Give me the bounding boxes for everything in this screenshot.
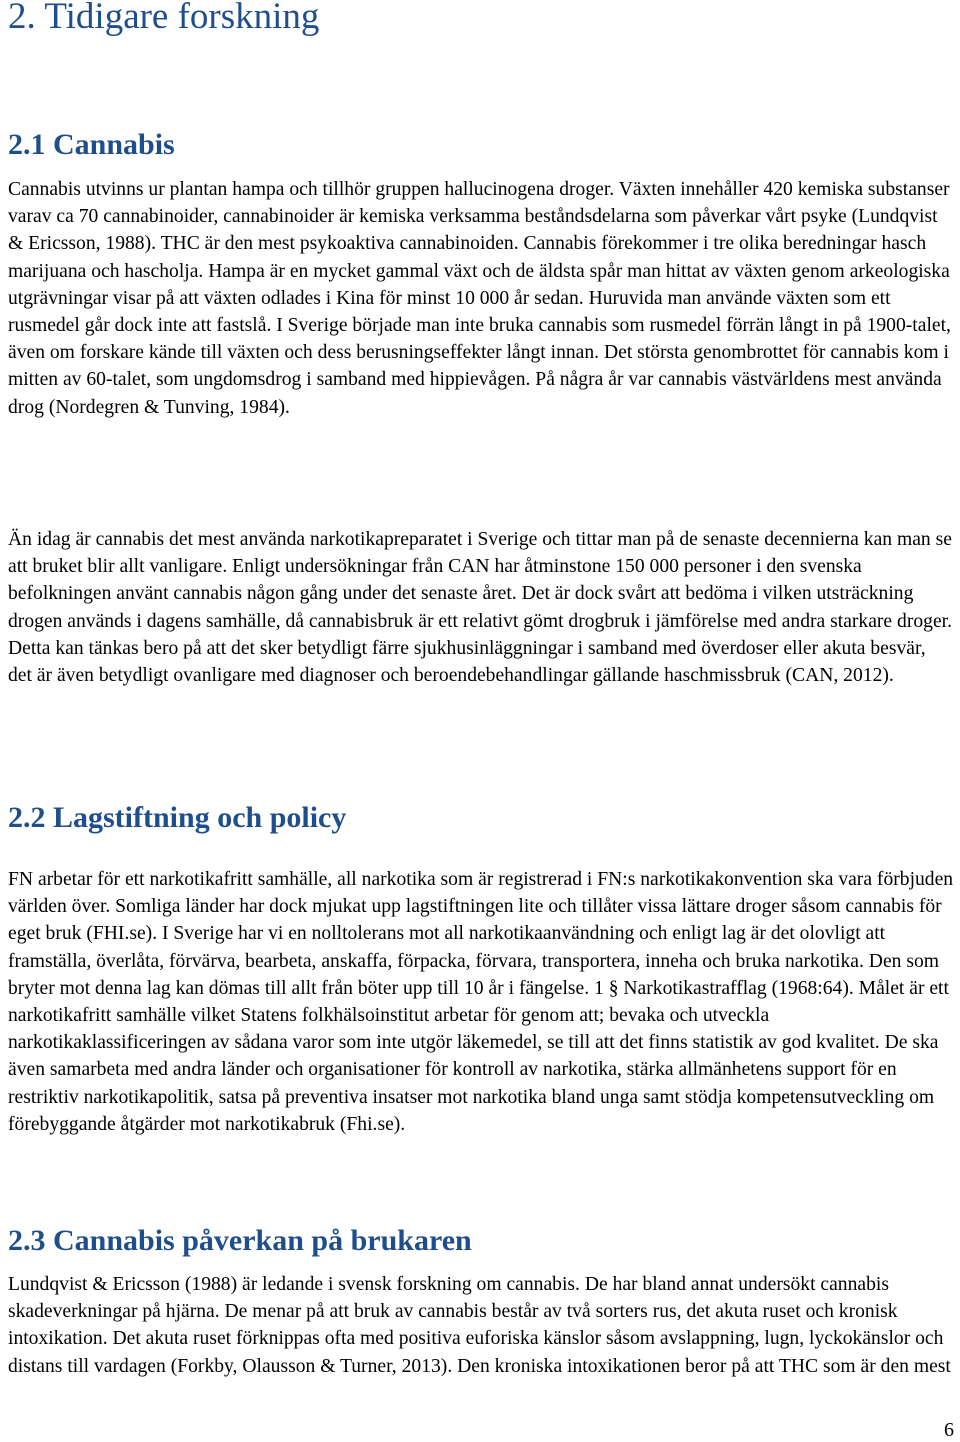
section-heading-legislation: 2.2 Lagstiftning och policy (8, 801, 347, 834)
section-heading-cannabis: 2.1 Cannabis (8, 128, 175, 161)
chapter-title: 2. Tidigare forskning (8, 0, 320, 37)
page-number: 6 (944, 1419, 954, 1441)
paragraph-cannabis-usage: Än idag är cannabis det mest använda narkotikapreparatet i Sverige och tittar man på de senaste decennierna kan man se att bruket blir allt vanligare. Enligt undersökningar från CAN har åtminstone 150 000 personer i den svenska befolkningen använt cannabis någon gång under det senaste året. Det är dock svårt att bedöma i vilken utsträckning drogen används i dagens samhälle, då cannabisbruk är ett relativt gömt drogbruk i jämförelse med andra starkare droger. Detta kan tänkas bero på att det sker betydligt färre sjukhusinläggningar i samband med överdoser eller akuta besvär, det är även betydligt ovanligare med diagnoser och beroendebehandlingar gällande haschmissbruk (CAN, 2012). (8, 529, 952, 687)
section-heading-effects: 2.3 Cannabis påverkan på brukaren (8, 1224, 472, 1257)
paragraph-cannabis-intro: Cannabis utvinns ur plantan hampa och tillhör gruppen hallucinogena droger. Växten innehåller 420 kemiska substanser varav ca 70 cannabinoider, cannabinoider är kemiska verksamma beståndsdelarna som påverkar vårt psyke (Lundqvist & Ericsson, 1988). THC är den mest psykoaktiva cannabinoiden. Cannabis förekommer i tre olika beredningar hasch marijuana och hascholja. Hampa är en mycket gammal växt och de äldsta spår man hittat av växten genom arkeologiska utgrävningar visar på att växten odlades i Kina för minst 10 000 år sedan. Huruvida man använde växten som ett rusmedel går dock inte att fastslå. I Sverige började man inte bruka cannabis som rusmedel förrän långt in på 1900-talet, även om forskare kände till växten och dess berusningseffekter långt innan. Det största genombrottet för cannabis kom i mitten av 60-talet, som ungdomsdrog i samband med hippievågen. På några år var cannabis västvärldens mest använda drog (Nordegren & Tunving, 1984). (8, 179, 951, 418)
paragraph-effects: Lundqvist & Ericsson (1988) är ledande i svensk forskning om cannabis. De har bland annat undersökt cannabis skadeverkningar på hjärna. De menar på att bruk av cannabis består av två sorters rus, det akuta ruset och kronisk intoxikation. Det akuta ruset förknippas ofta med positiva euforiska känslor såsom avslappning, lugn, lyckokänslor och distans till vardagen (Forkby, Olausson & Turner, 2013). Den kroniska intoxikationen beror på att THC som är den mest (8, 1274, 951, 1377)
paragraph-legislation: FN arbetar för ett narkotikafritt samhälle, all narkotika som är registrerad i FN:s narkotikakonvention ska vara förbjuden världen över. Somliga länder har dock mjukat upp lagstiftningen lite och tillåter vissa lättare droger såsom cannabis för eget bruk (FHI.se). I Sverige har vi en nolltolerans mot all narkotikaanvändning och enligt lag är det olovligt att framställa, överlåta, förvärva, bearbeta, anskaffa, förpacka, förvara, transportera, inneha och bruka narkotika. Den som bryter mot denna lag kan dömas till allt från böter upp till 10 år i fängelse. 1 § Narkotikastrafflag (1968:64). Målet är ett narkotikafritt samhälle vilket Statens folkhälsoinstitut arbetar för genom att; bevaka och utveckla narkotikaklassificeringen av sådana varor som inte utgör läkemedel, se till att det finns statistik av god kvalitet. De ska även samarbeta med andra länder och organisationer för kontroll av narkotika, stärka allmänhetens support för en restriktiv narkotikapolitik, satsa på preventiva insatser mot narkotika bland unga samt stödja kompetensutveckling om förebyggande åtgärder mot narkotikabruk (Fhi.se). (8, 869, 954, 1135)
